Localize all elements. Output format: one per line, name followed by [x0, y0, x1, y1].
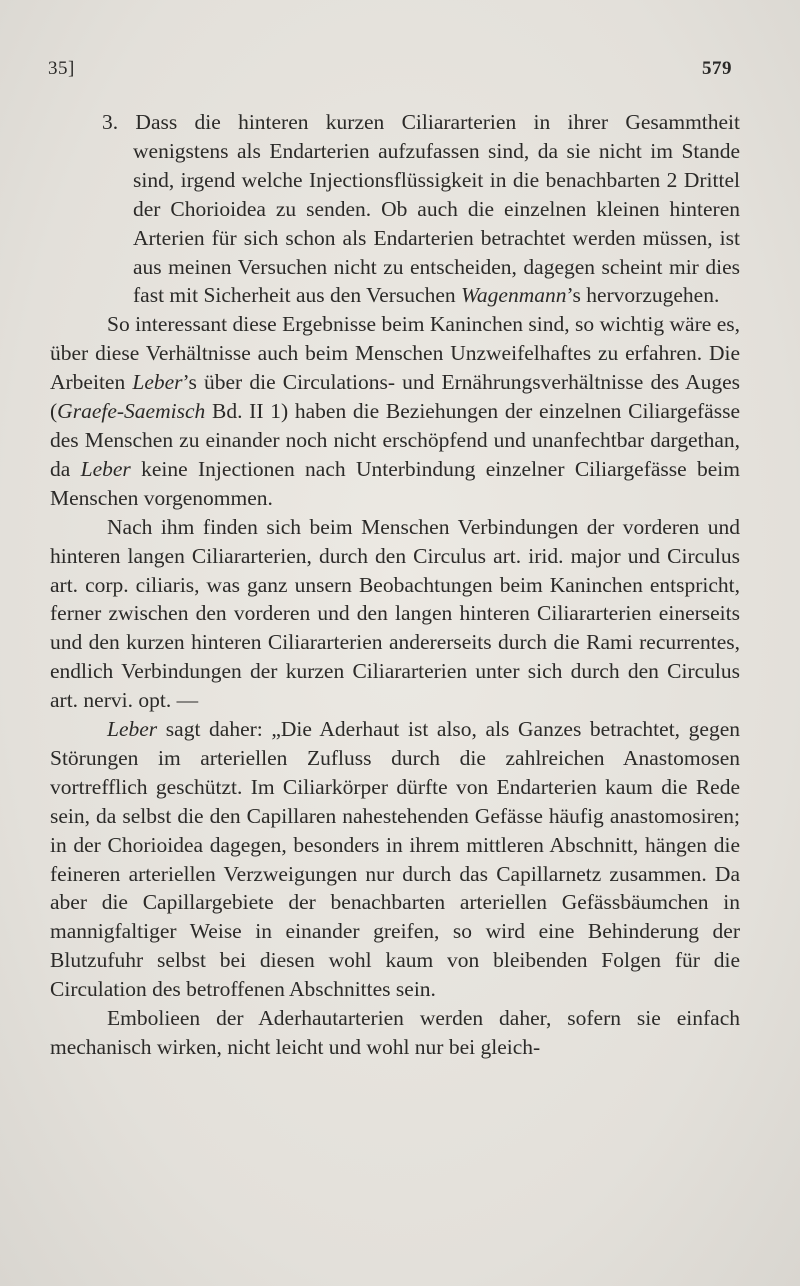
paragraph [50, 310, 740, 512]
reference-name: Graefe-Saemisch [57, 399, 206, 424]
paragraph [50, 1004, 740, 1062]
page-number: 579 [702, 58, 732, 79]
author-name: Wagenmann [461, 283, 567, 308]
item-text-b: ’s hervorzugehen. [566, 283, 720, 308]
author-name: Leber [80, 456, 131, 481]
author-name: Leber [132, 370, 183, 395]
paragraph-text-b: ’s über die Circulations- und Ernährungsverhältnisse des Auges ( [50, 370, 741, 424]
body-text [50, 108, 740, 1062]
paragraph [50, 513, 740, 715]
paragraph-text-a: So interessant diese Ergebnisse beim Kaninchen sind, so wichtig wäre es, über diese Verhältnisse auch beim Menschen Unzweifelhaftes zu erfahren. Die Arbeiten [50, 312, 740, 395]
numbered-item-3 [50, 108, 740, 310]
paragraph-text-c: Bd. II 1) haben die Beziehungen der einzelnen Ciliargefässe des Menschen zu einander noch nicht erschöpfend und unanfechtbar dargethan, da [50, 399, 740, 481]
item-text-a: Dass die hinteren kurzen Ciliararterien in ihrer Gesammtheit wenigstens als Endarterien aufzufassen sind, da sie nicht im Stande sind, irgend welche Injectionsflüssigkeit in die benachbarten 2 Drittel der Chorioidea zu senden. Ob auch die einzelnen kleinen hinteren Arterien für sich schon als Endarterien betrachtet werden müssen, ist aus meinen Versuchen nicht zu entscheiden, dagegen scheint mir dies fast mit Sicherheit aus den Versuchen [133, 110, 741, 308]
running-header [48, 58, 732, 84]
quotation-text: sagt daher: „Die Aderhaut ist also, als Ganzes betrachtet, gegen Störungen im arteriellen Zufluss durch die zahlreichen Anastomosen vortrefflich geschützt. Im Ciliarkörper dürfte von Endarterien kaum die Rede sein, da selbst die den Capillaren nahestehenden Gefässe häufig anastomosiren; in der Chorioidea dagegen, besonders in ihrem mittleren Abschnitt, hängen die feineren arteriellen Verzweigungen nur durch das Capillarnetz zusammen. Da aber die Capillargebiete der benachbarten arteriellen Gefässbäumchen in mannigfaltiger Weise in einander greifen, so wird eine Behinderung der Blutzufuhr selbst bei diesen wohl kaum von bleibenden Folgen für die Circulation des betroffenen Abschnittes sein. [50, 717, 740, 1002]
item-number: 3. [102, 110, 119, 134]
paragraph-text: Nach ihm finden sich beim Menschen Verbindungen der vorderen und hinteren langen Ciliararterien, durch den Circulus art. irid. major und Circulus art. corp. ciliaris, was ganz unsern Beobachtungen beim Kaninchen entspricht, ferner zwischen den vorderen und den langen hinteren Ciliararterien einerseits und den kurzen hinteren Ciliararterien andererseits durch die Rami recurrentes, endlich Verbindungen der kurzen Ciliararterien unter sich durch den Circulus art. nervi. opt. — [50, 514, 740, 713]
paragraph-text: Embolieen der Aderhautarterien werden daher, sofern sie einfach mechanisch wirken, nicht leicht und wohl nur bei gleich- [50, 1006, 740, 1059]
paragraph-text-d: keine Injectionen nach Unterbindung einzelner Ciliargefässe beim Menschen vorgenommen. [50, 456, 740, 510]
paragraph [50, 715, 740, 1004]
author-name: Leber [107, 717, 158, 742]
section-marker: 35] [48, 58, 75, 79]
